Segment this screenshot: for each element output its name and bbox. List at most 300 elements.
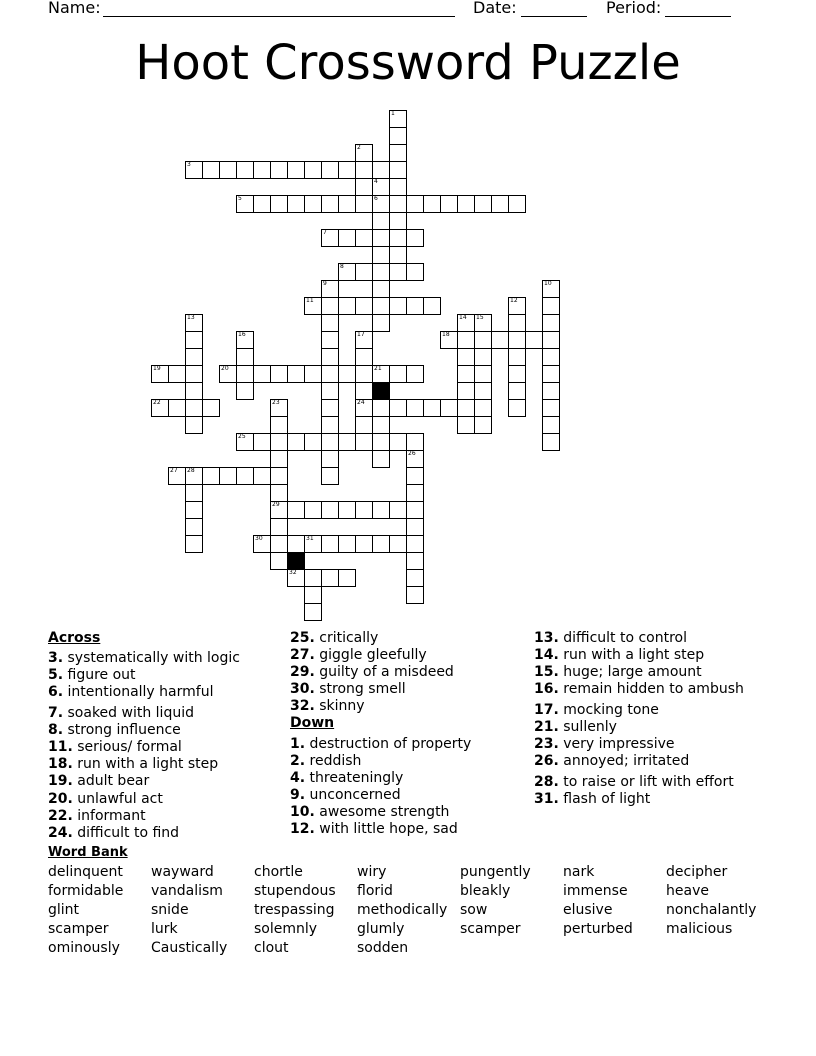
grid-cell[interactable] (491, 195, 509, 213)
grid-cell[interactable] (508, 399, 526, 417)
grid-cell[interactable] (423, 297, 441, 315)
word-bank-item: snide (151, 902, 189, 918)
grid-cell[interactable] (372, 535, 390, 553)
grid-cell[interactable] (236, 365, 254, 383)
period-label: Period: (606, 0, 662, 17)
grid-cell[interactable] (185, 382, 203, 400)
across-clue (48, 773, 149, 789)
grid-cell[interactable] (542, 382, 560, 400)
word-bank-item: sow (460, 902, 488, 918)
grid-cell[interactable] (338, 161, 356, 179)
word-bank-item: glumly (357, 921, 405, 937)
grid-cell[interactable] (406, 263, 424, 281)
clue-num: 32. (290, 698, 315, 714)
clue-num: 5. (48, 667, 64, 683)
grid-cell[interactable] (287, 535, 305, 553)
grid-cell[interactable] (372, 263, 390, 281)
grid-cell[interactable] (440, 195, 458, 213)
grid-cell[interactable] (321, 467, 339, 485)
grid-cell[interactable] (355, 263, 373, 281)
clue-num: 28. (534, 774, 559, 790)
word-bank-item: chortle (254, 864, 303, 880)
clue-num: 1. (290, 736, 306, 752)
clue-number: 13 (187, 314, 195, 321)
grid-cell[interactable] (372, 416, 390, 434)
grid-cell[interactable] (474, 365, 492, 383)
grid-cell[interactable] (372, 212, 390, 230)
grid-cell[interactable] (236, 161, 254, 179)
grid-cell[interactable] (542, 331, 560, 349)
grid-cell[interactable] (372, 501, 390, 519)
grid-cell[interactable] (389, 263, 407, 281)
across-clue (290, 681, 406, 697)
word-bank-item: Caustically (151, 940, 228, 956)
grid-cell[interactable] (202, 467, 220, 485)
grid-cell[interactable] (389, 212, 407, 230)
grid-cell[interactable] (185, 348, 203, 366)
black-square (372, 382, 390, 400)
clue-number: 7 (323, 229, 327, 236)
grid-cell[interactable] (270, 161, 288, 179)
grid-cell[interactable] (185, 518, 203, 536)
grid-cell[interactable] (525, 331, 543, 349)
grid-cell[interactable] (270, 484, 288, 502)
grid-cell[interactable] (491, 331, 509, 349)
clue-num: 15. (534, 664, 559, 680)
grid-cell[interactable] (321, 433, 339, 451)
grid-cell[interactable] (321, 297, 339, 315)
word-bank-item: formidable (48, 883, 124, 899)
clue-number: 10 (544, 280, 552, 287)
across-clue (48, 825, 179, 841)
grid-cell[interactable] (457, 365, 475, 383)
clue-text: threateningly (305, 770, 404, 786)
clue-number: 19 (153, 365, 161, 372)
grid-cell[interactable] (372, 229, 390, 247)
grid-cell[interactable] (338, 229, 356, 247)
grid-cell[interactable] (440, 399, 458, 417)
clue-text: intentionally harmful (63, 684, 214, 700)
clue-number: 6 (374, 195, 378, 202)
clue-number: 22 (153, 399, 161, 406)
grid-cell[interactable] (474, 331, 492, 349)
word-bank-item: elusive (563, 902, 613, 918)
across-clue (48, 808, 146, 824)
word-bank-item: sodden (357, 940, 409, 956)
grid-cell[interactable] (338, 535, 356, 553)
grid-cell[interactable] (372, 297, 390, 315)
down-clue (290, 787, 401, 803)
down-clue (290, 753, 361, 769)
word-bank-title: Word Bank (48, 845, 128, 860)
clue-text: awesome strength (314, 804, 450, 820)
clue-text: guilty of a misdeed (314, 664, 454, 680)
clue-num: 3. (48, 650, 64, 666)
clue-text: mocking tone (558, 702, 659, 718)
word-bank-item: wiry (357, 864, 387, 880)
clue-num: 17. (534, 702, 559, 718)
grid-cell[interactable] (321, 450, 339, 468)
grid-cell[interactable] (202, 399, 220, 417)
clue-text: difficult to control (558, 630, 688, 646)
grid-cell[interactable] (321, 399, 339, 417)
grid-cell[interactable] (372, 399, 390, 417)
grid-cell[interactable] (253, 365, 271, 383)
grid-cell[interactable] (338, 501, 356, 519)
clue-text: critically (314, 630, 379, 646)
grid-cell[interactable] (542, 433, 560, 451)
grid-cell[interactable] (355, 297, 373, 315)
grid-cell[interactable] (508, 382, 526, 400)
grid-cell[interactable] (372, 280, 390, 298)
clue-text: figure out (63, 667, 136, 683)
grid-cell[interactable] (406, 195, 424, 213)
word-bank-item: scamper (48, 921, 109, 937)
grid-cell[interactable] (270, 535, 288, 553)
down-clue (290, 804, 449, 820)
grid-cell[interactable] (185, 416, 203, 434)
grid-cell[interactable] (304, 161, 322, 179)
grid-cell[interactable] (202, 161, 220, 179)
down-clue (534, 753, 689, 769)
clue-number: 29 (272, 501, 280, 508)
grid-cell[interactable] (355, 382, 373, 400)
grid-cell[interactable] (389, 195, 407, 213)
grid-cell[interactable] (372, 246, 390, 264)
grid-cell[interactable] (185, 535, 203, 553)
grid-cell[interactable] (389, 144, 407, 162)
grid-cell[interactable] (168, 399, 186, 417)
clue-text: serious/ formal (72, 739, 182, 755)
clue-num: 22. (48, 808, 73, 824)
grid-cell[interactable] (542, 416, 560, 434)
down-clue (534, 681, 744, 697)
clue-text: run with a light step (72, 756, 219, 772)
grid-cell[interactable] (338, 365, 356, 383)
word-bank-item: nark (563, 864, 595, 880)
grid-cell[interactable] (372, 314, 390, 332)
grid-cell[interactable] (219, 467, 237, 485)
grid-cell[interactable] (389, 229, 407, 247)
word-bank-item: decipher (666, 864, 728, 880)
grid-cell[interactable] (355, 229, 373, 247)
clue-number: 26 (408, 450, 416, 457)
grid-cell[interactable] (389, 178, 407, 196)
clue-text: to raise or lift with effort (558, 774, 734, 790)
grid-cell[interactable] (355, 161, 373, 179)
grid-cell[interactable] (508, 331, 526, 349)
grid-cell[interactable] (542, 297, 560, 315)
clue-text: unlawful act (72, 791, 163, 807)
across-clue (48, 791, 163, 807)
clue-number: 15 (476, 314, 484, 321)
clue-num: 8. (48, 722, 64, 738)
grid-cell[interactable] (304, 195, 322, 213)
grid-cell[interactable] (253, 467, 271, 485)
clue-text: with little hope, sad (314, 821, 458, 837)
word-bank-item: solemnly (254, 921, 318, 937)
across-clue (290, 647, 427, 663)
grid-cell[interactable] (321, 501, 339, 519)
grid-cell[interactable] (372, 161, 390, 179)
grid-cell[interactable] (406, 399, 424, 417)
grid-cell[interactable] (287, 195, 305, 213)
clue-number: 4 (374, 178, 378, 185)
clue-number: 24 (357, 399, 365, 406)
grid-cell[interactable] (321, 331, 339, 349)
grid-cell[interactable] (355, 433, 373, 451)
grid-cell[interactable] (474, 399, 492, 417)
grid-cell[interactable] (338, 433, 356, 451)
grid-cell[interactable] (389, 433, 407, 451)
across-clue (48, 684, 213, 700)
grid-cell[interactable] (406, 484, 424, 502)
grid-cell[interactable] (508, 314, 526, 332)
down-clue (534, 664, 702, 680)
clue-num: 13. (534, 630, 559, 646)
clue-text: remain hidden to ambush (558, 681, 744, 697)
word-bank-item: perturbed (563, 921, 633, 937)
clue-num: 14. (534, 647, 559, 663)
grid-cell[interactable] (423, 195, 441, 213)
grid-cell[interactable] (508, 195, 526, 213)
grid-cell[interactable] (389, 246, 407, 264)
grid-cell[interactable] (270, 467, 288, 485)
grid-cell[interactable] (185, 331, 203, 349)
grid-cell[interactable] (304, 569, 322, 587)
clue-num: 25. (290, 630, 315, 646)
clue-num: 21. (534, 719, 559, 735)
clue-text: sullenly (558, 719, 617, 735)
down-clue (290, 821, 458, 837)
grid-cell[interactable] (406, 501, 424, 519)
clue-text: giggle gleefully (314, 647, 427, 663)
grid-cell[interactable] (355, 178, 373, 196)
clue-text: destruction of property (305, 736, 472, 752)
word-bank-item: glint (48, 902, 80, 918)
word-bank-item: trespassing (254, 902, 335, 918)
grid-cell[interactable] (372, 450, 390, 468)
grid-cell[interactable] (321, 161, 339, 179)
word-bank-item: bleakly (460, 883, 511, 899)
grid-cell[interactable] (236, 348, 254, 366)
down-clue (534, 630, 687, 646)
clue-text: huge; large amount (558, 664, 702, 680)
down-clue (534, 647, 704, 663)
grid-cell[interactable] (304, 365, 322, 383)
clue-num: 6. (48, 684, 64, 700)
word-bank-item: lurk (151, 921, 178, 937)
across-clue (48, 722, 181, 738)
grid-cell[interactable] (457, 382, 475, 400)
clue-num: 29. (290, 664, 315, 680)
grid-cell[interactable] (185, 484, 203, 502)
grid-cell[interactable] (474, 195, 492, 213)
grid-cell[interactable] (355, 195, 373, 213)
clue-number: 16 (238, 331, 246, 338)
word-bank-item: malicious (666, 921, 733, 937)
clue-number: 25 (238, 433, 246, 440)
grid-cell[interactable] (355, 365, 373, 383)
clue-text: unconcerned (305, 787, 401, 803)
down-clue (290, 736, 471, 752)
grid-cell[interactable] (457, 399, 475, 417)
grid-cell[interactable] (304, 603, 322, 621)
down-clue (534, 719, 617, 735)
down-clue (534, 702, 659, 718)
grid-cell[interactable] (287, 433, 305, 451)
grid-cell[interactable] (270, 416, 288, 434)
grid-cell[interactable] (389, 297, 407, 315)
clue-text: adult bear (72, 773, 150, 789)
name-label: Name: (48, 0, 101, 17)
grid-cell[interactable] (406, 518, 424, 536)
grid-cell[interactable] (508, 365, 526, 383)
clue-num: 18. (48, 756, 73, 772)
grid-cell[interactable] (372, 433, 390, 451)
grid-cell[interactable] (389, 161, 407, 179)
down-clue (290, 770, 403, 786)
grid-cell[interactable] (423, 399, 441, 417)
across-clue (48, 756, 218, 772)
clue-number: 9 (323, 280, 327, 287)
clue-text: difficult to find (72, 825, 180, 841)
grid-cell[interactable] (236, 467, 254, 485)
grid-cell[interactable] (389, 399, 407, 417)
clue-text: strong influence (63, 722, 181, 738)
across-clue (48, 650, 240, 666)
grid-cell[interactable] (185, 501, 203, 519)
across-clue (290, 698, 365, 714)
clue-num: 19. (48, 773, 73, 789)
grid-cell[interactable] (321, 365, 339, 383)
grid-cell[interactable] (287, 365, 305, 383)
grid-cell[interactable] (542, 399, 560, 417)
grid-cell[interactable] (389, 365, 407, 383)
grid-cell[interactable] (406, 365, 424, 383)
grid-cell[interactable] (457, 416, 475, 434)
across-clue (48, 739, 182, 755)
word-bank-item: clout (254, 940, 289, 956)
clue-num: 12. (290, 821, 315, 837)
grid-cell[interactable] (406, 229, 424, 247)
grid-cell[interactable] (406, 586, 424, 604)
grid-cell[interactable] (406, 433, 424, 451)
across-clue (48, 667, 136, 683)
grid-cell[interactable] (457, 331, 475, 349)
clue-num: 20. (48, 791, 73, 807)
grid-cell[interactable] (253, 433, 271, 451)
clue-text: soaked with liquid (63, 705, 194, 721)
grid-cell[interactable] (406, 535, 424, 553)
clue-number: 17 (357, 331, 365, 338)
down-clue (534, 736, 675, 752)
grid-cell[interactable] (355, 348, 373, 366)
grid-cell[interactable] (270, 365, 288, 383)
clue-text: very impressive (558, 736, 675, 752)
grid-cell[interactable] (355, 535, 373, 553)
grid-cell[interactable] (321, 314, 339, 332)
clue-number: 30 (255, 535, 263, 542)
grid-cell[interactable] (185, 399, 203, 417)
grid-cell[interactable] (389, 501, 407, 519)
grid-cell[interactable] (253, 195, 271, 213)
grid-cell[interactable] (304, 433, 322, 451)
grid-cell[interactable] (321, 569, 339, 587)
clue-text: informant (72, 808, 146, 824)
clue-num: 27. (290, 647, 315, 663)
grid-cell[interactable] (338, 297, 356, 315)
clue-number: 12 (510, 297, 518, 304)
grid-cell[interactable] (270, 518, 288, 536)
grid-cell[interactable] (474, 416, 492, 434)
grid-cell[interactable] (355, 501, 373, 519)
grid-cell[interactable] (321, 416, 339, 434)
grid-cell[interactable] (185, 365, 203, 383)
grid-cell[interactable] (406, 569, 424, 587)
grid-cell[interactable] (287, 501, 305, 519)
word-bank-item: ominously (48, 940, 120, 956)
grid-cell[interactable] (338, 569, 356, 587)
grid-cell[interactable] (406, 552, 424, 570)
word-bank-item: florid (357, 883, 393, 899)
grid-cell[interactable] (338, 195, 356, 213)
clue-num: 16. (534, 681, 559, 697)
clue-text: systematically with logic (63, 650, 240, 666)
grid-cell[interactable] (321, 382, 339, 400)
grid-cell[interactable] (304, 586, 322, 604)
grid-cell[interactable] (321, 535, 339, 553)
grid-cell[interactable] (355, 416, 373, 434)
word-bank-item: methodically (357, 902, 448, 918)
clue-number: 11 (306, 297, 314, 304)
across-clue (48, 705, 194, 721)
grid-cell[interactable] (270, 552, 288, 570)
grid-cell[interactable] (542, 365, 560, 383)
clue-text: run with a light step (558, 647, 705, 663)
grid-cell[interactable] (542, 314, 560, 332)
grid-cell[interactable] (508, 348, 526, 366)
grid-cell[interactable] (406, 297, 424, 315)
grid-cell[interactable] (474, 348, 492, 366)
grid-cell[interactable] (236, 382, 254, 400)
grid-cell[interactable] (389, 127, 407, 145)
grid-cell[interactable] (474, 382, 492, 400)
grid-cell[interactable] (287, 161, 305, 179)
grid-cell[interactable] (542, 348, 560, 366)
grid-cell[interactable] (270, 195, 288, 213)
across-clue (290, 664, 454, 680)
grid-cell[interactable] (389, 535, 407, 553)
grid-cell[interactable] (168, 365, 186, 383)
clue-text: annoyed; irritated (558, 753, 690, 769)
word-bank-item: scamper (460, 921, 521, 937)
clue-number: 27 (170, 467, 178, 474)
grid-cell[interactable] (457, 348, 475, 366)
grid-cell[interactable] (253, 161, 271, 179)
clue-number: 28 (187, 467, 195, 474)
grid-cell[interactable] (406, 467, 424, 485)
grid-cell[interactable] (219, 161, 237, 179)
grid-cell[interactable] (270, 450, 288, 468)
grid-cell[interactable] (304, 501, 322, 519)
clue-number: 18 (442, 331, 450, 338)
grid-cell[interactable] (321, 348, 339, 366)
grid-cell[interactable] (270, 433, 288, 451)
word-bank-item: stupendous (254, 883, 336, 899)
grid-cell[interactable] (321, 195, 339, 213)
grid-cell[interactable] (457, 195, 475, 213)
